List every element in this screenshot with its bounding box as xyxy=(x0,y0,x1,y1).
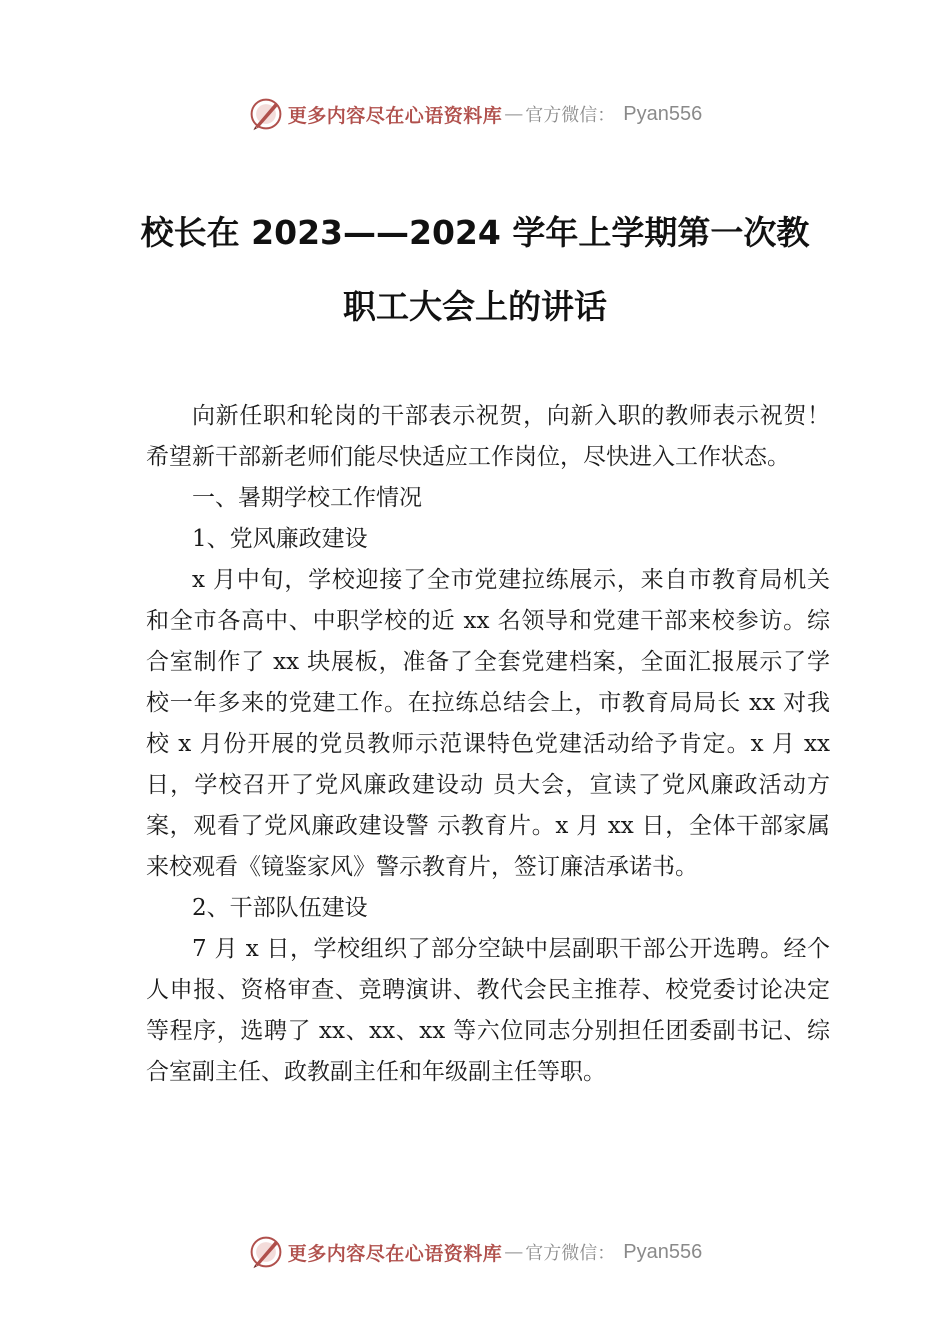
document-title-line-2: 职工大会上的讲话 xyxy=(343,287,607,326)
wechat-label: 官方微信： xyxy=(525,1243,616,1264)
wechat-label: 官方微信： xyxy=(525,105,616,126)
document-title-line-1: 校长在 2023——2024 学年上学期第一次教 xyxy=(140,213,810,252)
wechat-id: Pyan556 xyxy=(623,102,703,125)
footer-banner xyxy=(0,1232,950,1272)
paragraph-party-building: x 月中旬，学校迎接了全市党建拉练展示，来自市教育局机关和全市各高中、中职学校的近 xx 名领导和党建干部来校参访。综合室制作了 xx 块展板，准备了全套党建档案，全面汇报展示了学校一年多来的党建工作。在拉练总结会上，市教育局局长 xx 对我校 x 月份开展的党员教师示范课特色党建活动给予肯定。x 月 xx 日，学校召开了党风廉政建设动 员大会，宣读了党风廉政活动方案，观看了党风廉政建设警 示教育片。x 月 xx 日，全体干部家属来校观看《镜鉴家风》警示教育片，签订廉洁承诺书。 xyxy=(146,567,830,880)
section-heading: 一、暑期学校工作情况 xyxy=(192,485,422,511)
pen-logo-icon xyxy=(248,96,284,132)
pen-logo-icon xyxy=(248,1234,284,1270)
subsection-heading: 2、干部队伍建设 xyxy=(192,895,368,921)
separator-dash: — xyxy=(504,103,524,125)
subsection-heading: 1、党风廉政建设 xyxy=(192,526,368,552)
wechat-id: Pyan556 xyxy=(623,1240,703,1263)
header-banner xyxy=(0,94,950,134)
brand-text: 更多内容尽在心语资料库 xyxy=(287,1242,503,1265)
separator-dash: — xyxy=(504,1241,524,1263)
paragraph-cadre-building: 7 月 x 日，学校组织了部分空缺中层副职干部公开选聘。经个人申报、资格审查、竞聘演讲、教代会民主推荐、校党委讨论决定等程序，选聘了 xx、xx、xx 等六位同志分别担任团委副书记、综合室副主任、政教副主任和年级副主任等职。 xyxy=(146,936,830,1085)
document-body xyxy=(146,396,830,1093)
paragraph-intro: 向新任职和轮岗的干部表示祝贺，向新入职的教师表示祝贺！希望新干部新老师们能尽快适应工作岗位，尽快进入工作状态。 xyxy=(146,403,830,470)
brand-text: 更多内容尽在心语资料库 xyxy=(287,104,503,127)
